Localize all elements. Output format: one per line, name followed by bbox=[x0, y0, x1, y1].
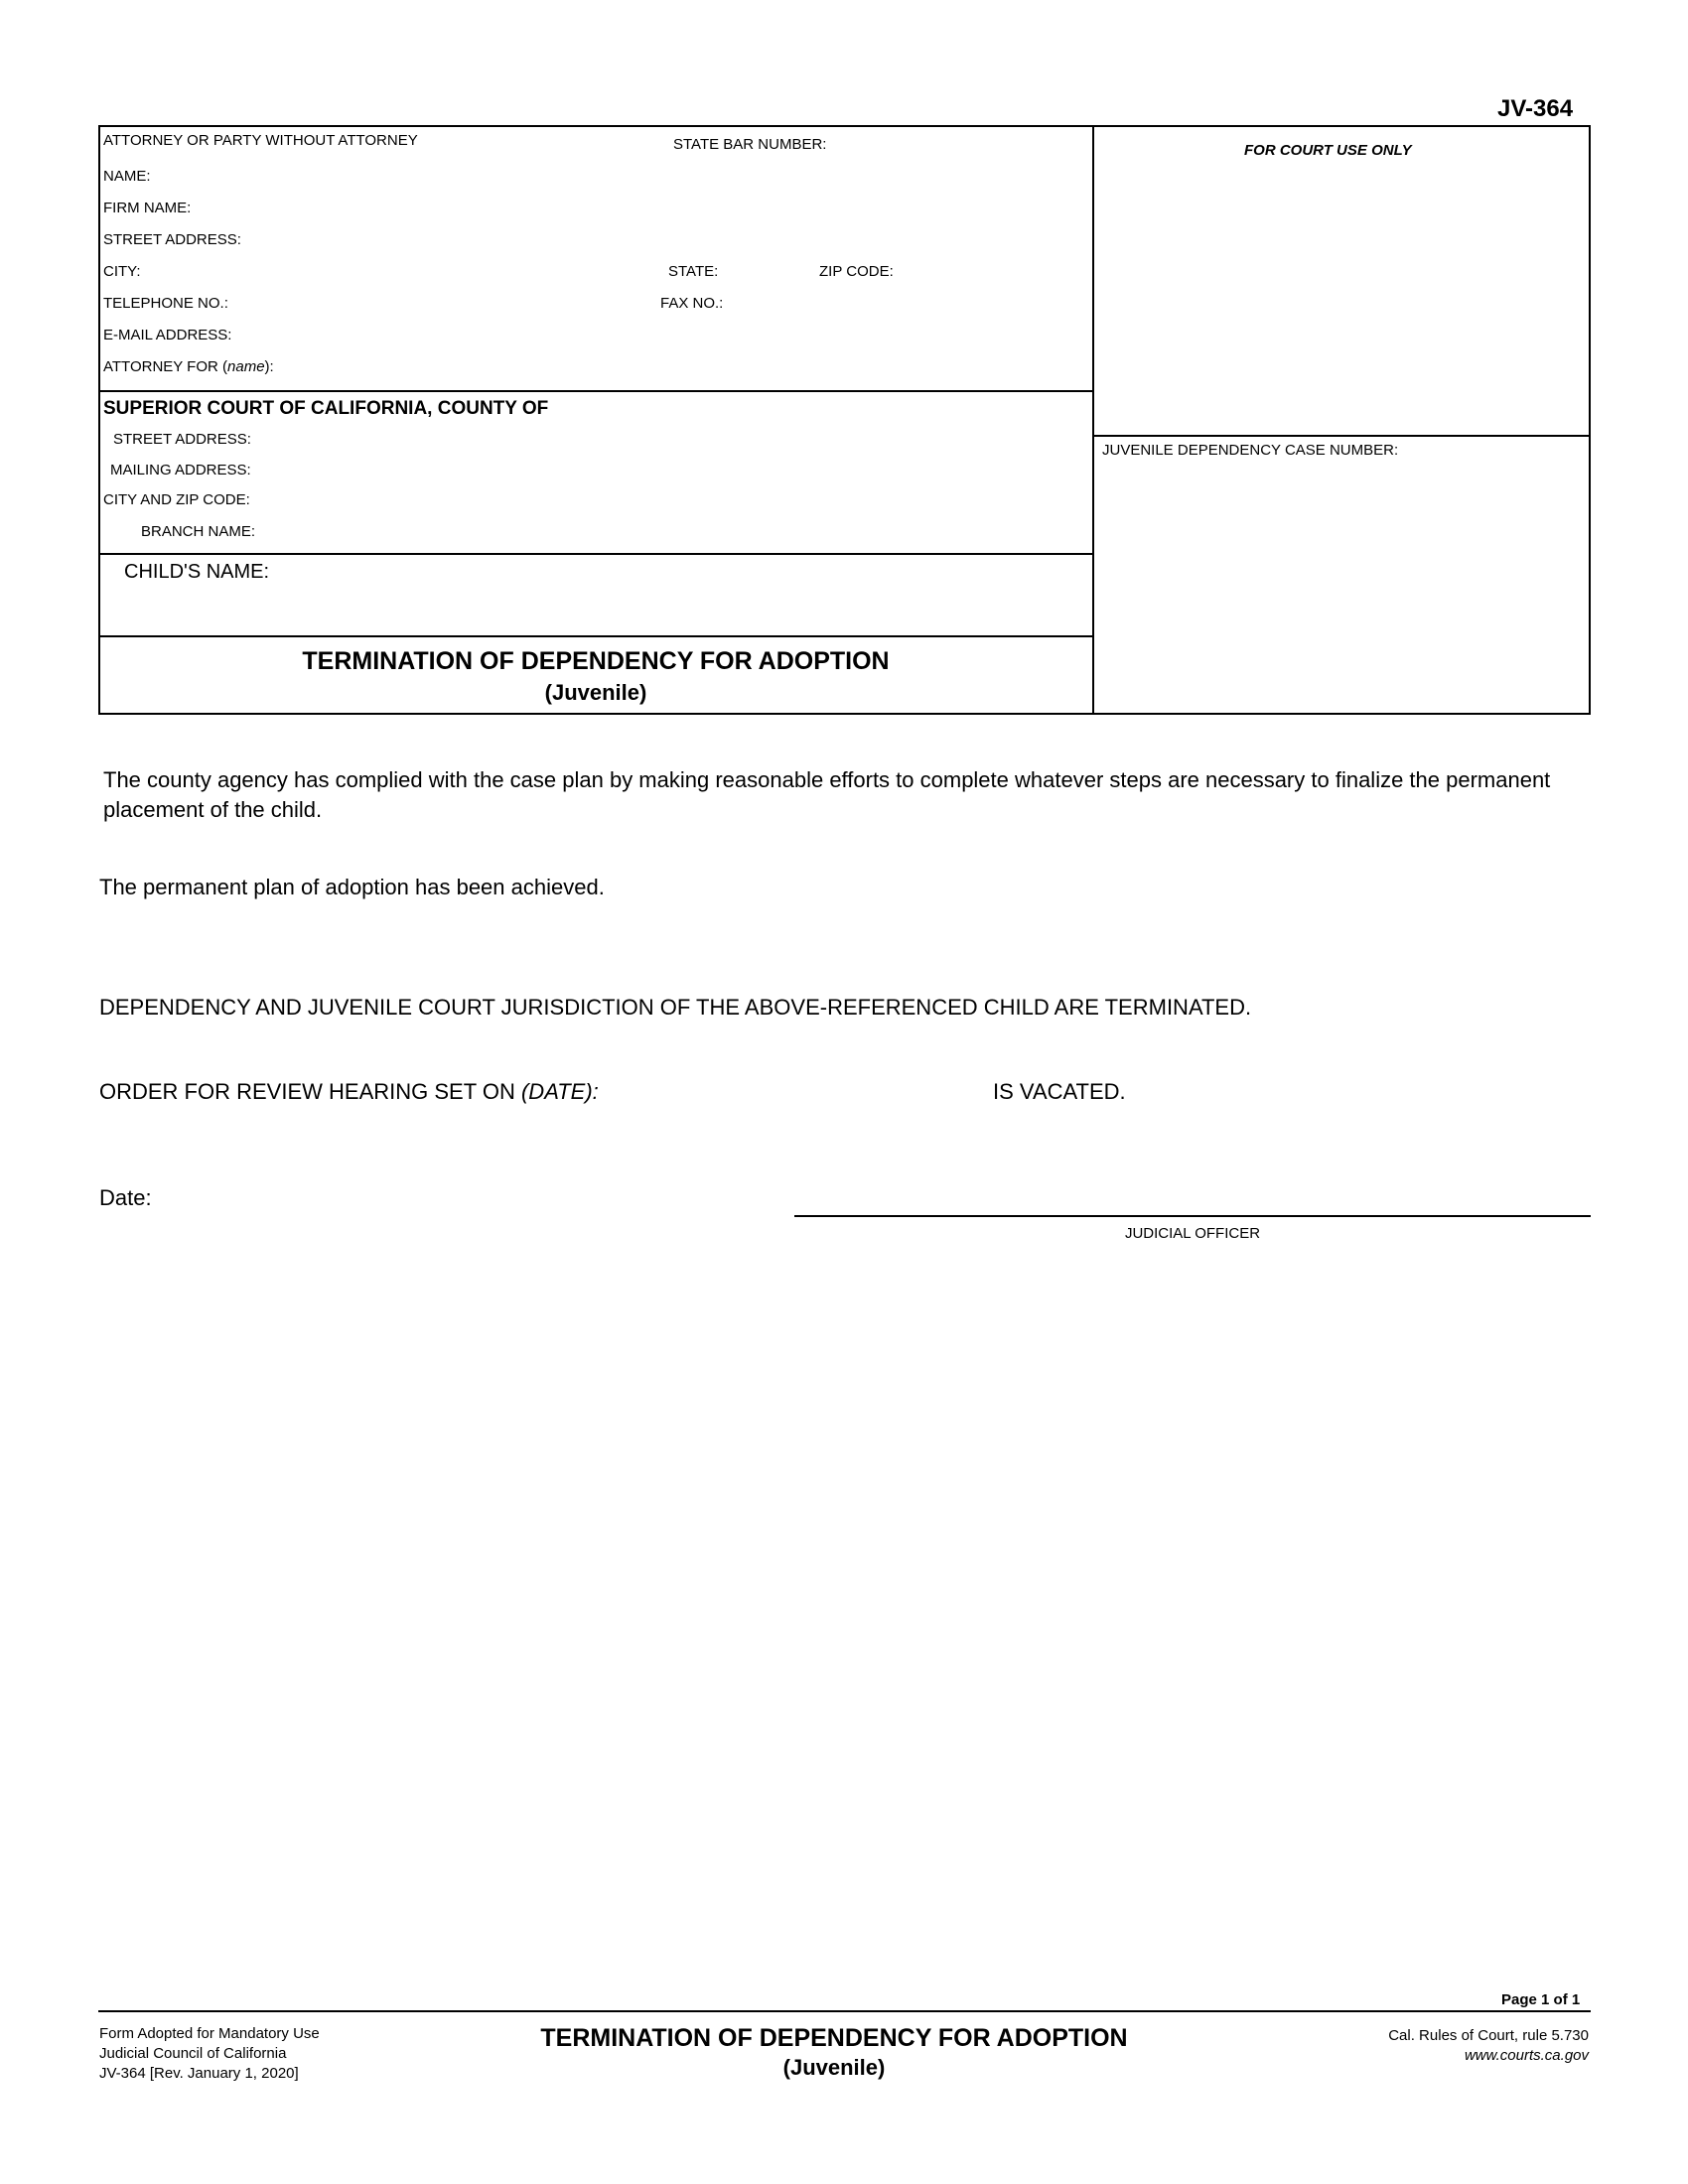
fax-input[interactable] bbox=[735, 290, 1082, 314]
court-use-only-label: FOR COURT USE ONLY bbox=[1244, 142, 1412, 159]
footer-website-link[interactable]: www.courts.ca.gov bbox=[1464, 2047, 1589, 2064]
firm-name-input[interactable] bbox=[207, 195, 1082, 218]
state-input[interactable] bbox=[731, 258, 814, 282]
fax-label: FAX NO.: bbox=[660, 295, 724, 312]
date-label: Date: bbox=[99, 1185, 152, 1210]
footer-adopted-text: Form Adopted for Mandatory Use bbox=[99, 2025, 320, 2042]
court-branch-label: BRANCH NAME: bbox=[141, 523, 256, 540]
form-title: TERMINATION OF DEPENDENCY FOR ADOPTION bbox=[302, 647, 890, 675]
judicial-officer-signature-input[interactable] bbox=[794, 1181, 1589, 1213]
court-title: SUPERIOR COURT OF CALIFORNIA, COUNTY OF bbox=[103, 398, 549, 419]
attorney-for-input[interactable] bbox=[300, 353, 1082, 377]
attorney-court-divider bbox=[98, 390, 1094, 392]
header-bottom-border bbox=[98, 713, 1591, 715]
form-number: JV-364 bbox=[1497, 95, 1574, 122]
case-number-label: JUVENILE DEPENDENCY CASE NUMBER: bbox=[1102, 442, 1399, 459]
court-city-zip-label: CITY AND ZIP CODE: bbox=[103, 491, 250, 508]
form-subtitle: (Juvenile) bbox=[544, 680, 647, 705]
footer-title: TERMINATION OF DEPENDENCY FOR ADOPTION bbox=[540, 2024, 1128, 2052]
judicial-officer-label: JUDICIAL OFFICER bbox=[1124, 1225, 1261, 1242]
jurisdiction-terminated-paragraph: DEPENDENCY AND JUVENILE COURT JURISDICTION OF THE ABOVE-REFERENCED CHILD ARE TERMINATED. bbox=[99, 995, 1252, 1020]
attorney-for-text: ATTORNEY FOR ( bbox=[103, 358, 228, 375]
review-hearing-date-label: (DATE): bbox=[520, 1079, 599, 1104]
child-name-label: CHILD'S NAME: bbox=[124, 561, 270, 583]
court-branch-input[interactable] bbox=[278, 518, 1082, 542]
city-label: CITY: bbox=[103, 263, 141, 280]
review-hearing-line bbox=[99, 1077, 599, 1107]
date-input[interactable] bbox=[169, 1181, 765, 1213]
telephone-label: TELEPHONE NO.: bbox=[103, 295, 228, 312]
attorney-for-name-hint: name bbox=[227, 358, 265, 375]
footer-subtitle: (Juvenile) bbox=[782, 2055, 886, 2080]
zip-code-input[interactable] bbox=[906, 258, 1082, 282]
review-hearing-prefix: ORDER FOR REVIEW HEARING SET ON bbox=[99, 1079, 521, 1104]
footer-rules-text: Cal. Rules of Court, rule 5.730 bbox=[1388, 2027, 1589, 2044]
case-number-input[interactable] bbox=[1104, 469, 1581, 496]
footer-rule bbox=[98, 2010, 1591, 2012]
name-input[interactable] bbox=[159, 163, 1082, 187]
header-right-border bbox=[1589, 125, 1591, 715]
state-bar-input[interactable] bbox=[850, 131, 1084, 155]
court-street-label: STREET ADDRESS: bbox=[113, 431, 251, 448]
header-top-border bbox=[98, 125, 1591, 127]
street-address-label: STREET ADDRESS: bbox=[103, 231, 241, 248]
court-mailing-label: MAILING ADDRESS: bbox=[110, 462, 251, 478]
review-hearing-date-input[interactable] bbox=[675, 1076, 983, 1108]
court-city-zip-input[interactable] bbox=[278, 486, 1082, 510]
city-input[interactable] bbox=[149, 258, 655, 282]
attorney-for-label bbox=[103, 358, 274, 375]
header-left-border bbox=[98, 125, 100, 715]
email-input[interactable] bbox=[254, 322, 1082, 345]
state-bar-label: STATE BAR NUMBER: bbox=[673, 136, 827, 153]
footer-revision-text: JV-364 [Rev. January 1, 2020] bbox=[99, 2065, 299, 2082]
telephone-input[interactable] bbox=[248, 290, 655, 314]
email-label: E-MAIL ADDRESS: bbox=[103, 327, 232, 343]
child-name-input[interactable] bbox=[124, 592, 1077, 621]
header-column-divider bbox=[1092, 125, 1094, 715]
attorney-header-label: ATTORNEY OR PARTY WITHOUT ATTORNEY bbox=[103, 132, 418, 149]
is-vacated-text: IS VACATED. bbox=[993, 1079, 1126, 1104]
state-label: STATE: bbox=[668, 263, 719, 280]
footer-council-text: Judicial Council of California bbox=[99, 2045, 287, 2062]
street-address-input[interactable] bbox=[262, 226, 1082, 250]
firm-name-label: FIRM NAME: bbox=[103, 200, 192, 216]
court-street-input[interactable] bbox=[278, 426, 1082, 450]
court-mailing-input[interactable] bbox=[278, 457, 1082, 480]
judicial-officer-signature-line bbox=[794, 1215, 1591, 1217]
county-input[interactable] bbox=[635, 397, 1082, 423]
zip-code-label: ZIP CODE: bbox=[819, 263, 894, 280]
court-child-divider bbox=[98, 553, 1094, 555]
court-use-divider bbox=[1092, 435, 1591, 437]
name-label: NAME: bbox=[103, 168, 151, 185]
page-number: Page 1 of 1 bbox=[1501, 1991, 1581, 2008]
child-title-divider bbox=[98, 635, 1094, 637]
compliance-paragraph: The county agency has complied with the case plan by making reasonable efforts to complete whatever steps are necessary to finalize the permanent placement of the child. bbox=[103, 767, 1551, 822]
attorney-for-end: ): bbox=[264, 358, 274, 375]
adoption-achieved-paragraph: The permanent plan of adoption has been achieved. bbox=[99, 875, 605, 899]
